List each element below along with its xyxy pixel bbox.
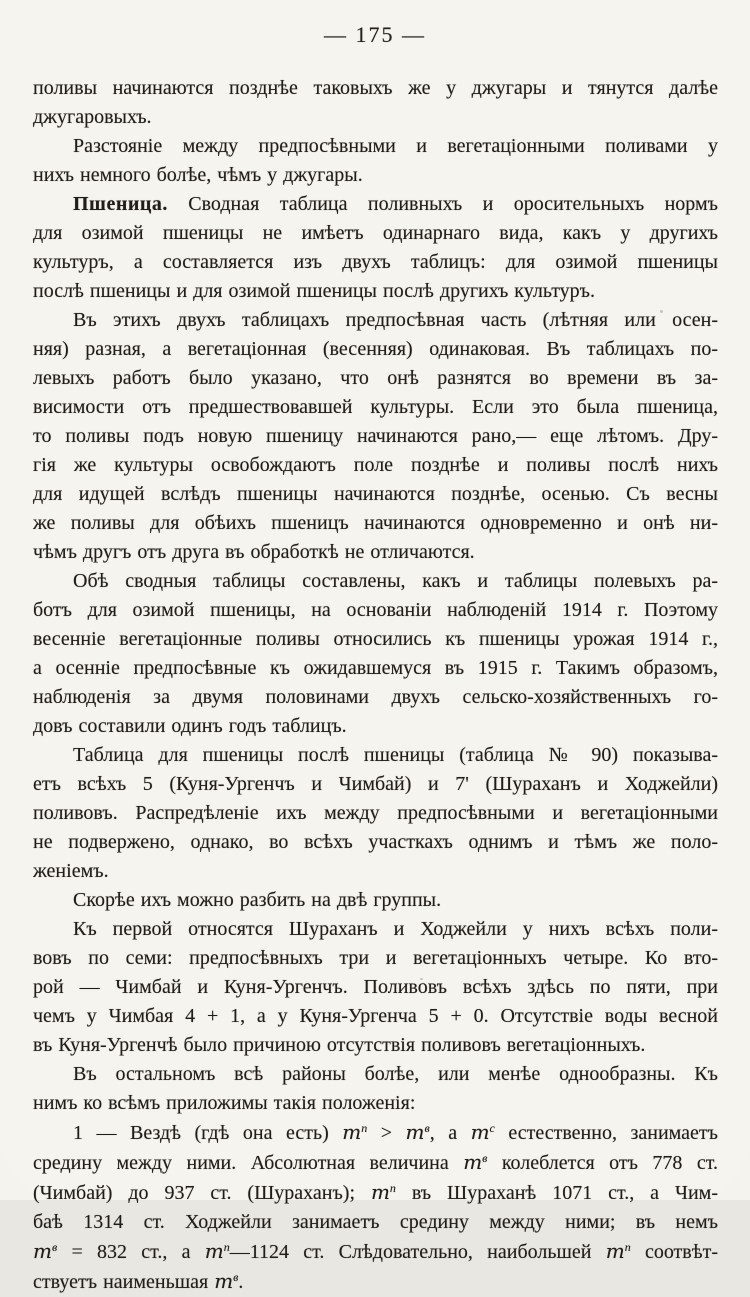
text-line: джугаровыхъ. [33,106,152,128]
text-line: для озимой пшеницы не имѣетъ одинарнаго вида, какъ у другихъ [33,222,718,244]
paragraph-9 [33,1060,718,1118]
paragraph-3 [33,190,718,306]
math-symbol: $m^п$ [605,1239,631,1263]
text-line: средину между ними. Абсолютная величина $m^в$ колеблется отъ 778 ст. [33,1150,718,1174]
text-line: левыхъ работъ было указано, что онѣ разнятся во времени въ за- [33,367,718,389]
text-line: послѣ пшеницы и для озимой пшеницы послѣ другихъ культуръ. [33,280,596,302]
text-line: вовъ по семи: предпосѣвныхъ три и вегетаціонныхъ четыре. Ко вто- [33,947,718,969]
text-line: наблюденія за двумя половинами двухъ сельско-хозяйственныхъ го- [33,686,718,708]
paragraph-4 [33,306,718,567]
page-body [33,74,718,1297]
paragraph-lead-bold: Пшеница. [73,193,168,215]
math-symbol: $m^п$ [342,1120,368,1144]
math-symbol: $m^п$ [204,1239,230,1263]
text-line: ствуетъ наименьшая $m^в$. [33,1269,244,1293]
text-line: няя) разная, а вегетаціонная (весенняя) одинаковая. Въ таблицахъ по- [33,338,718,360]
text-line: Въ остальномъ всѣ районы болѣе, или менѣе однообразны. Къ [73,1063,718,1085]
text-line: $m^в = 832$ ст., а $m^п—1124$ ст. Слѣдовательно, наибольшей $m^п$ соотвѣт- [33,1239,719,1263]
paragraph-6 [33,741,718,886]
text-line: чѣмъ другъ отъ друга въ обработкѣ не отличаются. [33,541,475,563]
text-line: Въ этихъ двухъ таблицахъ предпосѣвная часть (лѣтняя или осен- [73,309,718,331]
scan-speck [660,310,663,313]
text-line: а осенніе предпосѣвные къ ожидавшемуся въ 1915 г. Такимъ образомъ, [33,657,718,679]
text-line: Обѣ сводныя таблицы составлены, какъ и таблицы полевыхъ ра- [73,570,718,592]
text-line: рой — Чимбай и Куня-Ургенчъ. Поливовъ всѣхъ здѣсь по пяти, при [33,976,718,998]
paragraph-10 [33,1118,718,1297]
text-line: Таблица для пшеницы послѣ пшеницы (таблица № 90) показыва- [73,744,718,766]
math-symbol: $m^в$ [405,1120,430,1144]
text-line: Разстояніе между предпосѣвными и вегетаціонными поливами у [73,135,718,157]
text-line: Пшеница. Сводная таблица поливныхъ и оросительныхъ нормъ [73,193,718,215]
text-line: Къ первой относятся Шураханъ и Ходжейли у нихъ всѣхъ поли- [73,918,718,940]
page-number: — 175 — [324,22,426,47]
math-symbol: $m^в$ [214,1269,239,1293]
text-line: чемъ у Чимбая 4 + 1, а у Куня-Ургенча 5 + 0. Отсутствіе воды весной [33,1005,718,1027]
text-line: женіемъ. [33,860,109,882]
scan-speck [420,978,423,980]
text-line: ботъ для озимой пшеницы, на основаніи наблюденій 1914 г. Поэтому [33,599,718,621]
text-line: висимости отъ предшествовавшей культуры. Если это была пшеница, [33,396,718,418]
text-line: Скорѣе ихъ можно разбить на двѣ группы. [73,889,442,911]
text-line: поливовъ. Распредѣленіе ихъ между предпосѣвными и вегетаціонными [33,802,718,824]
paragraph-5 [33,567,718,741]
paragraph-2 [33,132,718,190]
text-line: довъ составили одинъ годъ таблицъ. [33,715,347,737]
text-line: етъ всѣхъ 5 (Куня-Ургенчъ и Чимбай) и 7' (Шураханъ и Ходжейли) [33,773,718,795]
text-line: не подвержено, однако, во всѣхъ участкахъ однимъ и тѣмъ же поло- [33,831,718,853]
text-line: въ Куня-Ургенчѣ было причиною отсутствія поливовъ вегетаціонныхъ. [33,1034,646,1056]
math-symbol: $m^в$ [33,1239,58,1263]
text-line: весенніе вегетаціонные поливы относились къ пшеницы урожая 1914 г., [33,628,718,650]
scan-speck [700,520,702,522]
math-symbol: $m^п$ [370,1180,396,1204]
text-line: же поливы для обѣихъ пшеницъ начинаются одновременно и онѣ ни- [33,512,718,534]
text-line: то поливы подъ новую пшеницу начинаются рано,— еще лѣтомъ. Дру- [33,425,718,447]
paragraph-7 [33,886,718,915]
text-line: нихъ немного болѣе, чѣмъ у джугары. [33,164,363,186]
math-symbol: $m^с$ [470,1120,495,1144]
text-line: нимъ ко всѣмъ приложимы такія положенія: [33,1092,416,1114]
text-line: культуръ, а составляется изъ двухъ таблицъ: для озимой пшеницы [33,251,718,273]
paragraph-1 [33,74,718,132]
paragraph-8 [33,915,718,1060]
text-line: баѣ 1314 ст. Ходжейли занимаетъ средину между ними; въ немъ [33,1211,718,1233]
math-symbol: $m^в$ [463,1150,488,1174]
text-line: (Чимбай) до 937 ст. (Шураханъ); $m^п$ въ Шураханѣ 1071 ст., а Чим- [33,1180,719,1204]
text-line: 1 — Вездѣ (гдѣ она есть) $m^п > m^в$, а $m^с$ естественно, занимаетъ [73,1120,718,1144]
text-line: поливы начинаются позднѣе таковыхъ же у джугары и тянутся далѣе [33,77,718,99]
text-line: для идущей вслѣдъ пшеницы начинаются позднѣе, осенью. Съ весны [33,483,718,505]
text-line: гія же культуры освобождаютъ поле позднѣе и поливы послѣ нихъ [33,454,718,476]
